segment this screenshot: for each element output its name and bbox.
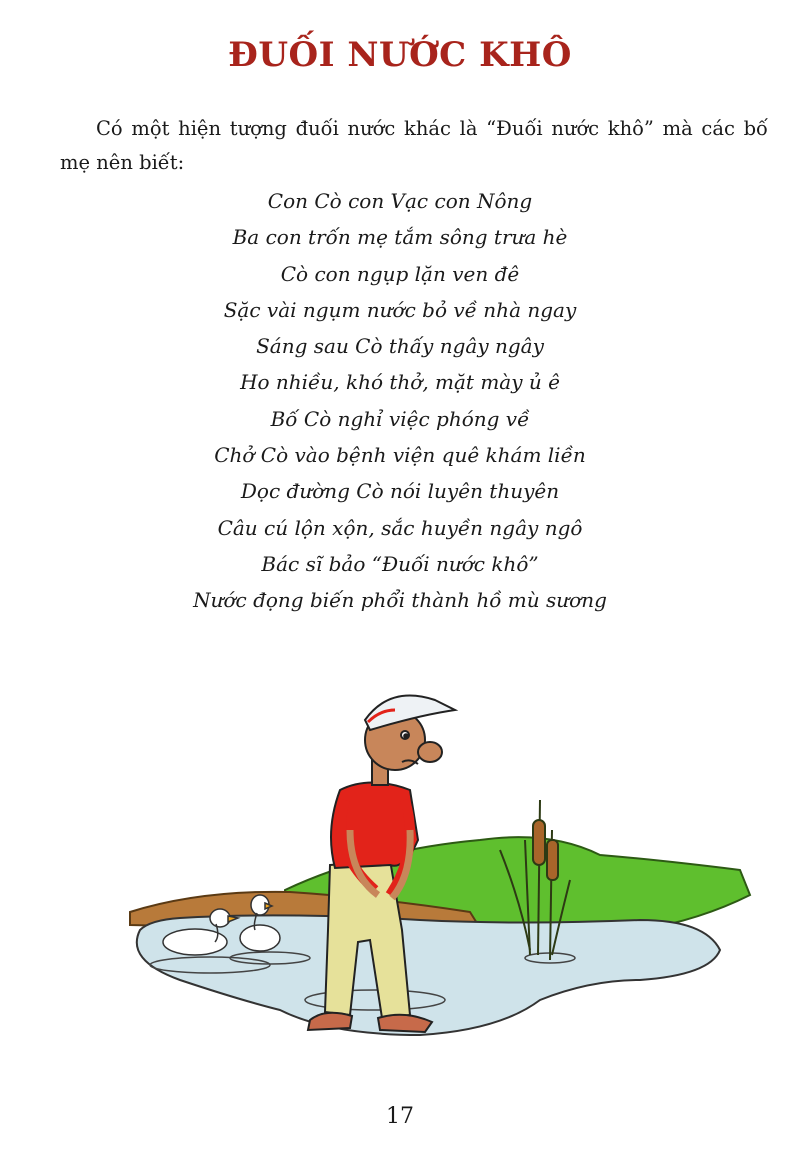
poem-line: Sáng sau Cò thấy ngây ngây [256, 334, 544, 359]
poem-line: Nước đọng biến phổi thành hồ mù sương [193, 588, 607, 613]
poem-line: Bố Cò nghỉ việc phóng về [270, 406, 530, 431]
poem-line: Chở Cò vào bệnh viện quê khám liền [214, 443, 586, 468]
poem-line: Con Cò con Vạc con Nông [267, 189, 533, 213]
poem-line: Cò con ngụp lặn ven đê [280, 261, 520, 286]
poem [0, 183, 800, 619]
poem-line: Sặc vài ngụm nước bỏ về nhà ngay [223, 297, 577, 322]
poem-line: Câu cú lộn xộn, sắc huyền ngây ngô [217, 515, 583, 540]
page-title: ĐUỐI NƯỚC KHÔ [228, 34, 572, 75]
poem-line: Dọc đường Cò nói luyên thuyên [240, 479, 560, 504]
poem-line: Ba con trốn mẹ tắm sông trưa hè [232, 225, 568, 250]
pond-water [137, 915, 720, 1035]
poem-line: Bác sĩ bảo “Đuối nước khô” [261, 551, 539, 576]
cartoon-illustration [120, 680, 760, 1090]
intro-paragraph: Có một hiện tượng đuối nước khác là “Đuối nước khô” mà các bố mẹ nên biết: [60, 116, 768, 174]
poem-line: Ho nhiều, khó thở, mặt mày ủ ê [240, 370, 560, 395]
page-number: 17 [386, 1104, 414, 1129]
